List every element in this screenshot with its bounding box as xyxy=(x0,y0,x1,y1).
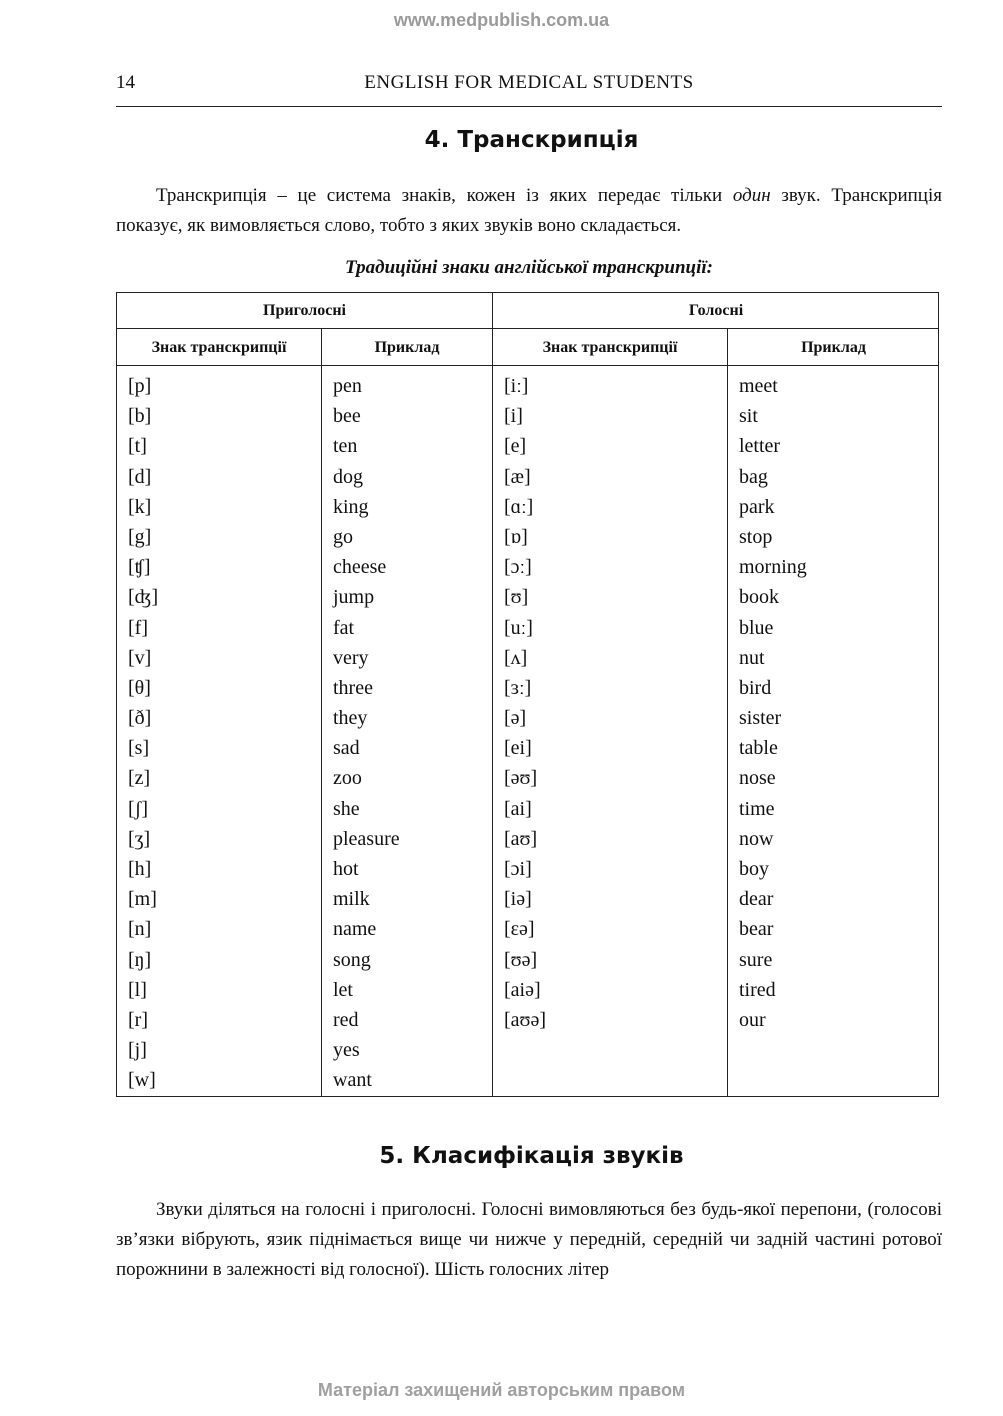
table-caption: Традиційні знаки англійської транскрипції: xyxy=(345,257,713,278)
subheader-divider-line xyxy=(117,365,938,366)
vowel-sign: [ʊ] xyxy=(504,586,529,609)
vowel-sign: [ɑː] xyxy=(504,495,534,518)
vowel-example: stop xyxy=(739,525,773,548)
book-title: ENGLISH FOR MEDICAL STUDENTS xyxy=(364,72,694,93)
consonant-example: she xyxy=(333,797,360,820)
vowel-example: boy xyxy=(739,858,769,880)
vowel-sign: [ɔː] xyxy=(504,556,532,579)
vowel-sign: [iː] xyxy=(504,375,529,397)
vowel-sign: [ʊə] xyxy=(504,948,538,971)
vowel-sign: [ɒ] xyxy=(504,525,528,548)
vowel-sign: [iə] xyxy=(504,888,532,911)
vowel-sign: [aʊə] xyxy=(504,1008,547,1031)
consonant-sign: [ʧ] xyxy=(128,556,151,579)
consonant-example: let xyxy=(333,978,353,1001)
vowel-sign: [ʌ] xyxy=(504,646,528,669)
consonant-sign: [s] xyxy=(128,737,150,760)
consonant-example: hot xyxy=(333,858,359,880)
consonant-example: pleasure xyxy=(333,827,400,850)
vowel-example: park xyxy=(739,495,775,518)
vowel-sign: [ɔi] xyxy=(504,858,532,880)
vowel-example: dear xyxy=(739,888,774,911)
consonant-example: fat xyxy=(333,616,355,639)
vowel-sign: [uː] xyxy=(504,616,533,639)
consonant-example: king xyxy=(333,495,369,518)
site-url-watermark: www.medpublish.com.ua xyxy=(393,10,610,30)
vowel-example: nose xyxy=(739,767,776,790)
running-head xyxy=(116,72,942,107)
consonant-sign: [h] xyxy=(128,858,152,880)
vowel-sign: [i] xyxy=(504,405,523,428)
vowel-example: bird xyxy=(739,676,772,699)
consonant-sign: [z] xyxy=(128,767,151,790)
section-5-heading: 5. Класифікація звуків xyxy=(379,1143,684,1169)
vowel-example: our xyxy=(739,1008,766,1031)
consonant-col-divider-line xyxy=(321,328,322,1096)
consonant-example: go xyxy=(333,525,353,548)
vowel-example: now xyxy=(739,827,774,850)
vowel-example: table xyxy=(739,737,778,760)
consonant-example: milk xyxy=(333,888,370,911)
classification-paragraph: Звуки діляться на голосні і приголосні. Голосні вимовляються без будь-якої перепони, (голосові зв’язки вібрують, язик піднімається вище чи нижче у передній, середній чи задній частині ротової порожнини в залежності від голосної). Шість голосних літер xyxy=(116,1199,942,1280)
consonant-example: want xyxy=(333,1069,372,1092)
vowel-examples-column xyxy=(739,371,807,1035)
consonant-example: cheese xyxy=(333,556,387,579)
consonant-example: dog xyxy=(333,465,363,488)
vowel-sign: [æ] xyxy=(504,465,531,488)
vowel-example: sure xyxy=(739,948,773,971)
vowel-sign: [ai] xyxy=(504,797,532,820)
vowel-sign: [aʊ] xyxy=(504,827,538,850)
transcription-paragraph xyxy=(116,181,942,241)
consonant-example: they xyxy=(333,707,368,730)
consonant-sign: [ʃ] xyxy=(128,797,148,820)
consonant-example: ten xyxy=(333,435,358,458)
consonant-signs-column xyxy=(128,371,158,1096)
section-4-heading: 4. Транскрипція xyxy=(424,127,639,153)
consonant-example: song xyxy=(333,948,371,971)
para-text-end: звук. Транскрипція показує, як вимовляється слово, тобто з яких звуків воно складається. xyxy=(116,185,942,236)
consonant-sign: [ʤ] xyxy=(128,586,159,609)
vowel-signs-column xyxy=(504,371,546,1035)
consonant-example-header: Приклад xyxy=(374,339,440,356)
consonant-sign: [θ] xyxy=(128,676,151,699)
consonant-sign: [ʒ] xyxy=(128,827,151,850)
vowel-sign-header: Знак транскрипції xyxy=(542,339,678,356)
consonant-example: very xyxy=(333,646,369,669)
vowels-group-header: Голосні xyxy=(688,302,744,319)
vowel-example: meet xyxy=(739,375,778,397)
consonant-example: pen xyxy=(333,375,362,397)
vowel-example: blue xyxy=(739,616,774,639)
transcription-table xyxy=(116,292,939,1097)
vowel-example: nut xyxy=(739,646,765,669)
consonant-examples-column xyxy=(333,371,400,1096)
consonant-example: three xyxy=(333,676,373,699)
consonant-sign: [g] xyxy=(128,525,152,548)
consonant-sign: [k] xyxy=(128,495,152,518)
page-number: 14 xyxy=(116,72,135,93)
vowel-sign: [ei] xyxy=(504,737,532,760)
copyright-watermark: Матеріал захищений авторським правом xyxy=(317,1380,686,1400)
consonants-group-header: Приголосні xyxy=(263,302,346,319)
vowel-example: bear xyxy=(739,918,774,941)
vowel-example: letter xyxy=(739,435,781,458)
consonant-example: jump xyxy=(333,586,375,609)
vowel-sign: [ɛə] xyxy=(504,918,535,941)
consonant-sign: [f] xyxy=(128,616,148,639)
vowel-col-divider-line xyxy=(727,328,728,1096)
consonant-sign: [ð] xyxy=(128,707,152,730)
consonant-example: red xyxy=(333,1008,359,1031)
consonant-example: zoo xyxy=(333,767,362,790)
consonant-sign: [p] xyxy=(128,375,152,397)
consonant-sign: [j] xyxy=(128,1039,147,1062)
consonant-sign: [l] xyxy=(128,978,147,1001)
consonant-sign-header: Знак транскрипції xyxy=(151,339,287,356)
vowel-example-header: Приклад xyxy=(801,339,866,356)
vowel-example: sister xyxy=(739,707,782,730)
consonant-example: yes xyxy=(333,1039,360,1062)
consonant-sign: [v] xyxy=(128,646,152,669)
consonant-sign: [m] xyxy=(128,888,157,911)
vowel-sign: [əʊ] xyxy=(504,767,538,790)
consonant-example: bee xyxy=(333,405,361,428)
consonant-sign: [r] xyxy=(128,1008,148,1031)
vowel-sign: [e] xyxy=(504,435,527,458)
header-divider-line xyxy=(117,328,938,329)
vowel-sign: [ɜː] xyxy=(504,676,532,699)
vowel-example: morning xyxy=(739,556,807,579)
vowel-example: bag xyxy=(739,465,768,488)
vowel-sign: [ə] xyxy=(504,707,527,730)
consonant-example: sad xyxy=(333,737,360,760)
consonant-sign: [b] xyxy=(128,405,152,428)
consonant-example: name xyxy=(333,918,377,941)
consonant-sign: [w] xyxy=(128,1069,156,1092)
vowel-sign: [aiə] xyxy=(504,978,541,1001)
vowel-example: sit xyxy=(739,405,758,428)
group-divider-line xyxy=(492,293,493,1096)
consonant-sign: [ŋ] xyxy=(128,948,152,971)
consonant-sign: [n] xyxy=(128,918,152,941)
para-text-italic: один xyxy=(732,185,771,206)
vowel-example: book xyxy=(739,586,779,609)
para-text-start: Транскрипція – це система знаків, кожен із яких передає тільки xyxy=(156,185,733,206)
consonant-sign: [t] xyxy=(128,435,147,458)
consonant-sign: [d] xyxy=(128,465,152,488)
vowel-example: tired xyxy=(739,978,776,1001)
vowel-example: time xyxy=(739,797,775,820)
